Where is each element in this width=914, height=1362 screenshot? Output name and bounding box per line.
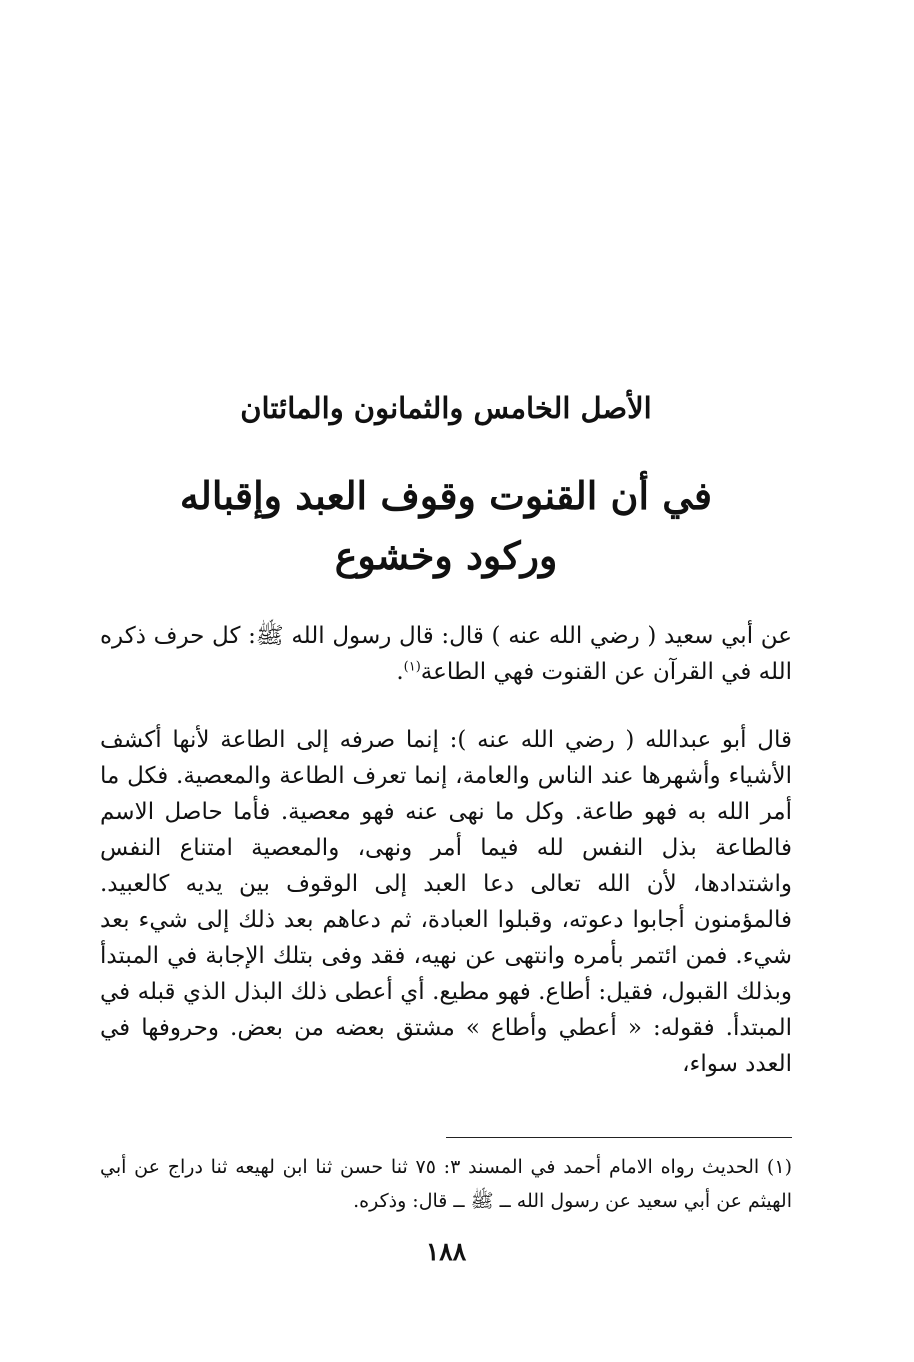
hadith-paragraph <box>100 618 792 690</box>
chapter-heading: الأصل الخامس والثمانون والمائتان <box>240 391 652 425</box>
commentary-paragraph: قال أبو عبدالله ( رضي الله عنه ): إنما صرفه إلى الطاعة لأنها أكشف الأشياء وأشهرها عند الناس والعامة، إنما تعرف الطاعة والمعصية. فكل ما أمر الله به فهو طاعة. وكل ما نهى عنه فهو معصية. فأما حاصل الاسم فالطاعة بذل النفس لله فيما أمر ونهى، والمعصية امتناع النفس واشتدادها، لأن الله تعالى دعا العبد إلى الوقوف بين يديه كالعبيد. فالمؤمنون أجابوا دعوته، وقبلوا العبادة، ثم دعاهم بعد ذلك إلى شيء بعد شيء. فمن ائتمر بأمره وانتهى عن نهيه، فقد وفى بتلك الإجابة في المبتدأ وبذلك القبول، فقيل: أطاع. فهو مطيع. أي أعطى ذلك البذل الذي قبله في المبتدأ. فقوله: « أعطي وأطاع » مشتق بعضه من بعض. وحروفها في العدد سواء، <box>100 727 792 1077</box>
hadith-text: عن أبي سعيد ( رضي الله عنه ) قال: قال رسول الله ﷺ: كل حرف ذكره الله في القرآن عن القنوت فهي الطاعة <box>100 623 793 685</box>
hadith-end-mark: . <box>396 659 404 685</box>
chapter-title-line-1: في أن القنوت وقوف العبد وإقباله <box>179 473 713 518</box>
book-page <box>100 0 792 1362</box>
footnote-reference: (١) <box>403 659 421 675</box>
chapter-title <box>100 466 792 586</box>
page-number: ١٨٨ <box>425 1237 467 1266</box>
footnote-divider <box>446 1137 792 1138</box>
chapter-title-line-2: وركود وخشوع <box>334 533 558 578</box>
footnote-text: (١) الحديث رواه الامام أحمد في المسند ٣: ٧٥ ثنا حسن ثنا ابن لهيعه ثنا دراج عن أبي الهيثم عن أبي سعيد عن رسول الله ــ ﷺ ــ قال: وذكره. <box>100 1156 792 1212</box>
